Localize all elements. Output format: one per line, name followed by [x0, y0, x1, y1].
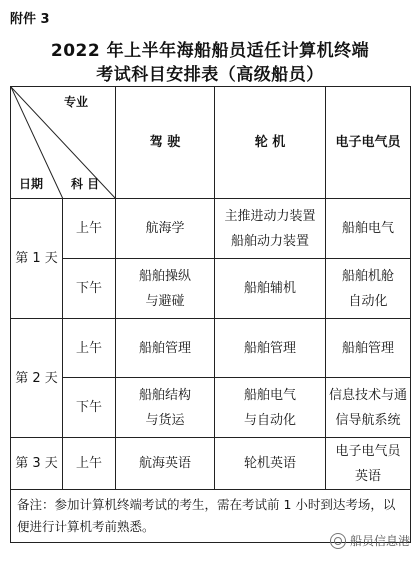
subject-line: 英语 [354, 468, 381, 484]
subject-line: 船舶动力装置 [230, 233, 309, 249]
subject-line: 自动化 [348, 293, 388, 309]
subject-cell-engineering: 轮机英语 [215, 438, 326, 490]
time-cell: 下午 [63, 378, 116, 438]
subject-line: 主推进动力装置 [224, 208, 316, 224]
day-cell: 第 2 天 [11, 319, 63, 438]
subject-cell-navigation: 航海英语 [116, 438, 215, 490]
subject-line: 船舶电气 [243, 387, 296, 403]
watermark [330, 532, 410, 549]
note-cell: 备注：参加计算机终端考试的考生，需在考试前 1 小时到达考场，以便进行计算机考前熟悉。 [11, 490, 411, 543]
attachment-label: 附件 3 [10, 12, 50, 27]
time-cell: 上午 [63, 199, 116, 259]
time-cell: 上午 [63, 319, 116, 378]
subject-cell-electro [326, 259, 411, 319]
schedule-row [11, 319, 411, 378]
watermark-text: 船员信息港 [349, 534, 410, 548]
subject-label: 科 目 [71, 177, 100, 191]
day-cell: 第 3 天 [11, 438, 63, 490]
subject-cell-electro: 船舶电气 [326, 199, 411, 259]
subject-line: 船舶操纵 [138, 268, 191, 284]
document-title-line1: 2022 年上半年海船船员适任计算机终端 [50, 41, 370, 61]
subject-line: 船舶机舱 [341, 268, 394, 284]
subject-cell-navigation: 船舶管理 [116, 319, 215, 378]
day-cell: 第 1 天 [11, 199, 63, 319]
wechat-logo-icon [330, 533, 346, 549]
column-header-electro-technical: 电子电气员 [326, 87, 411, 199]
column-header-navigation: 驾 驶 [116, 87, 215, 199]
subject-cell-electro [326, 378, 411, 438]
subject-cell-engineering [215, 378, 326, 438]
subject-line: 与货运 [145, 412, 185, 428]
major-label: 专业 [64, 95, 89, 109]
schedule-row [11, 438, 411, 490]
schedule-row [11, 199, 411, 259]
time-cell: 上午 [63, 438, 116, 490]
column-header-engineering: 轮 机 [215, 87, 326, 199]
subject-line: 与避碰 [145, 293, 185, 309]
schedule-row [11, 378, 411, 438]
subject-cell-navigation: 航海学 [116, 199, 215, 259]
subject-cell-engineering [215, 199, 326, 259]
subject-cell-electro: 船舶管理 [326, 319, 411, 378]
subject-line: 信导航系统 [335, 412, 401, 428]
diagonal-header-cell [11, 87, 116, 199]
schedule-row [11, 259, 411, 319]
subject-line: 电子电气员 [335, 443, 401, 459]
date-label: 日期 [19, 177, 44, 191]
time-cell: 下午 [63, 259, 116, 319]
subject-line: 信息技术与通 [328, 387, 407, 403]
document-title-line2: 考试科目安排表（高级船员） [96, 65, 324, 85]
header-row [11, 87, 411, 199]
subject-line: 船舶结构 [138, 387, 191, 403]
subject-cell-engineering: 船舶管理 [215, 319, 326, 378]
subject-cell-navigation [116, 378, 215, 438]
exam-schedule-table [10, 86, 411, 543]
subject-cell-navigation [116, 259, 215, 319]
subject-cell-engineering: 船舶辅机 [215, 259, 326, 319]
subject-line: 与自动化 [243, 412, 296, 428]
subject-cell-electro [326, 438, 411, 490]
